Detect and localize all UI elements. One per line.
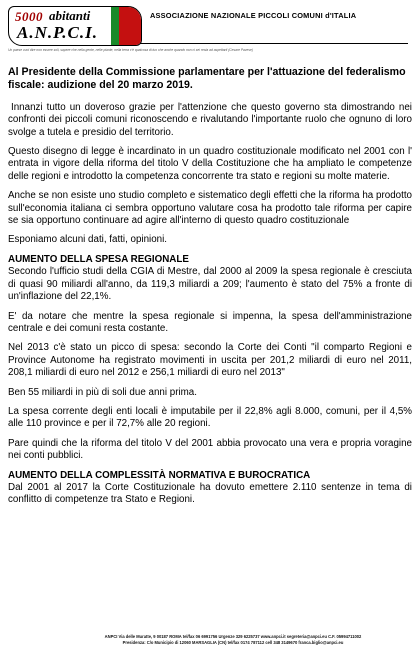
section-paragraph: Ben 55 miliardi in più di soli due anni prima.: [8, 386, 197, 398]
logo-word: abitanti: [49, 8, 91, 23]
anpci-logo: [8, 6, 142, 46]
footer: [58, 634, 408, 645]
logo-org: A.N.P.C.I.: [17, 23, 99, 42]
document-body: [8, 66, 412, 514]
motto: Un paese vuol dire non essere soli, sapere che nella gente, nelle piante, nella terra c'è qualcosa di tuo che anche quando non ci sei resta ad aspettarti (Cesare Pavese): [8, 48, 253, 52]
association-name: ASSOCIAZIONE NAZIONALE PICCOLI COMUNI d'ITALIA: [150, 11, 357, 20]
flag-stripe-icon: [119, 7, 141, 45]
section-paragraph: Nel 2013 c'è stato un picco di spesa: secondo la Corte dei Conti "il comparto Regioni e Province Autonome ha registrato movimenti in uscita per 201,2 miliardi di euro nel 2011, 208,1 miliardi di euro nel 2012 e 256,1 miliardi di euro nel 2013": [8, 342, 412, 379]
section-paragraph: Dal 2001 al 2017 la Corte Costituzionale ha dovuto emettere 2.110 sentenze in tema di conflitto di competenze tra Stato e Regioni.: [8, 481, 412, 506]
section-heading: AUMENTO DELLA COMPLESSITÀ NORMATIVA E BUROCRATICA: [8, 469, 311, 481]
logo-number: 5000: [15, 9, 43, 24]
footer-presidency: Presidenza: C/o Municipio di 12060 MARSAGLIA (CN) tel/fax 0174 787112 cell 348 3149670 franca.biglio@anpci.eu: [122, 639, 344, 645]
section-paragraph: La spesa corrente degli enti locali è imputabile per il 22,8% agli 8.000, comuni, per il 4,5% alle 110 province e per il 72,7% alle 20 regioni.: [8, 405, 412, 430]
header-divider: [140, 43, 408, 44]
footer-address: ANPCI Via delle Muratte, 9 00187 ROMA tel/fax 06 6991756 Urgenze 329 6225737 www.anpci.it segreteria@anpci.eu C.F. 05994711002: [104, 634, 362, 639]
section-heading: AUMENTO DELLA SPESA REGIONALE: [8, 253, 189, 265]
section-paragraph: E' da notare che mentre la spesa regionale si impenna, la spesa dell'amministrazione centrale e dei comuni resta costante.: [8, 310, 412, 334]
intro-paragraph: Questo disegno di legge è incardinato in un quadro costituzionale modificato nel 2001 con l' entrata in vigore della riforma del titolo V della Costituzione che ha ampliato le competenze delle regioni e introdotto la competenza concorrente tra stato e regioni su molte materie.: [8, 146, 412, 182]
intro-paragraph: Esponiamo alcuni dati, fatti, opinioni.: [8, 234, 168, 246]
section-paragraph: Secondo l'ufficio studi della CGIA di Mestre, dal 2000 al 2009 la spesa regionale è cresciuta di quasi 90 miliardi all'anno, da 119,3 miliardi a 209; l'aumento è stato del 75% a fronte di un'inflazione del 22,1%.: [8, 266, 412, 303]
intro-paragraph: Anche se non esiste uno studio completo e sistematico degli effetti che la riforma ha prodotto sull'economia italiana ci sembra opportuno valutare cosa ha prodotto tale riforma per capire se sia opportuno continuare ad agire all'interno di questo quadro costituzionale: [8, 190, 412, 227]
letterhead: [0, 0, 416, 62]
section-paragraph: Pare quindi che la riforma del titolo V del 2001 abbia provocato una vera e propria voragine nei conti pubblici.: [8, 437, 412, 462]
intro-paragraph: Innanzi tutto un doveroso grazie per l'attenzione che questo governo sta dimostrando nei confronti dei piccoli comuni riconoscendo e rivalutando l'importante ruolo che ognuno di loro svolge a tutela e presidio del territorio.: [8, 101, 412, 138]
document-title: Al Presidente della Commissione parlamentare per l'attuazione del federalismo fiscale: audizione del 20 marzo 2019.: [8, 66, 406, 92]
